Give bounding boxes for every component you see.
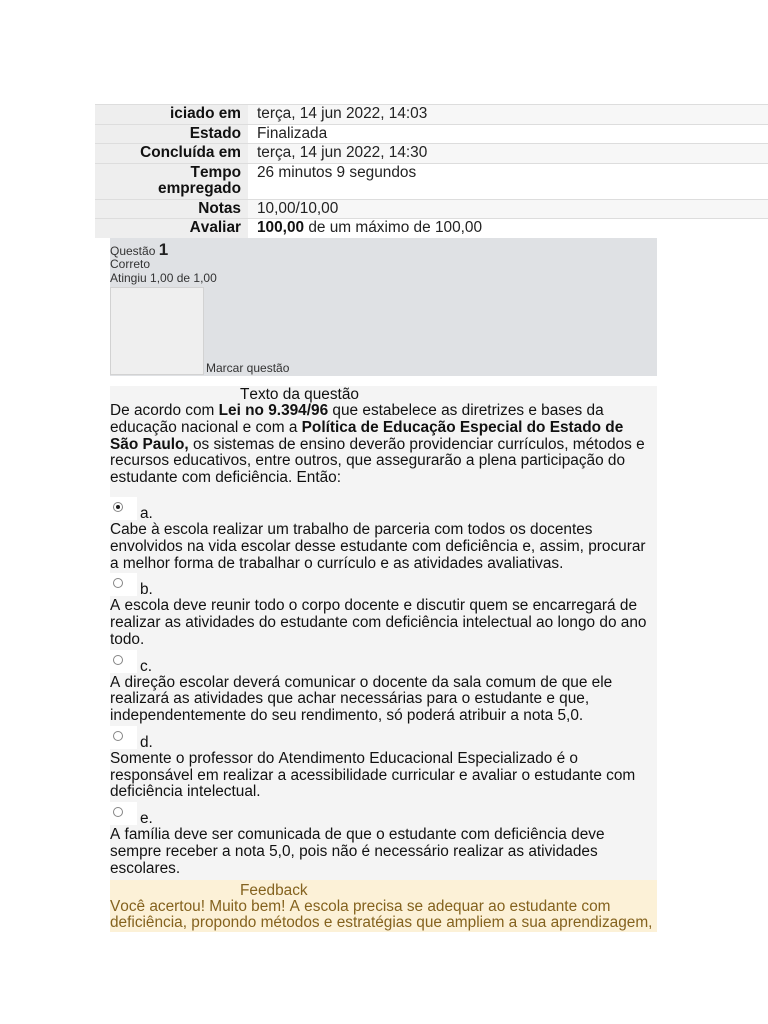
summary-row-time-taken — [95, 163, 768, 199]
question-info-panel — [110, 287, 204, 375]
answer-radio-box[interactable] — [110, 497, 137, 520]
question-text-bold-policy: Política de Educação Especial do Estado de São Paulo, — [110, 418, 624, 453]
summary-row-started — [95, 104, 768, 124]
summary-row-completed — [95, 143, 768, 163]
question-number-label: Questão — [110, 244, 156, 258]
question-text — [110, 403, 657, 487]
summary-label: Notas — [95, 200, 248, 219]
radio-button[interactable] — [113, 731, 123, 741]
answer-letter: a. — [140, 505, 153, 522]
question-feedback — [110, 880, 657, 932]
summary-label: Estado — [95, 125, 248, 144]
grade-score: 100,00 — [257, 219, 305, 236]
summary-value: 26 minutos 9 segundos — [248, 164, 768, 199]
answer-option-d[interactable] — [110, 726, 657, 801]
answer-option-e[interactable] — [110, 802, 657, 877]
summary-row-grade — [95, 218, 768, 238]
question-text-part: que estabelece as diretrizes e bases da educação nacional e com a — [110, 402, 604, 436]
feedback-heading: Feedback — [240, 881, 308, 899]
answer-radio-box[interactable] — [110, 802, 137, 825]
summary-row-state — [95, 124, 768, 144]
summary-label: iciado em — [95, 105, 248, 124]
answer-letter: b. — [140, 581, 153, 599]
answer-radio-box[interactable] — [110, 726, 137, 749]
question-state: Correto — [110, 257, 151, 271]
summary-value: Finalizada — [248, 125, 768, 144]
summary-row-marks — [95, 199, 768, 219]
flag-question-link[interactable]: Marcar questão — [206, 361, 290, 375]
question-text-bold-law: Lei no 9.394/96 — [218, 402, 329, 419]
answer-option-c[interactable] — [110, 650, 657, 725]
grade-max-text: de um máximo de 100,00 — [304, 219, 483, 236]
answer-option-header — [110, 650, 657, 675]
answer-option-a[interactable] — [110, 497, 657, 572]
answer-letter: e. — [140, 810, 153, 827]
question-formulation — [110, 386, 657, 880]
answer-text[interactable]: A escola deve reunir todo o corpo docente e discutir quem se encarregará de realizar as atividades do estudante com deficiência intelectual ao longo do ano todo. — [110, 597, 647, 648]
answer-option-b[interactable] — [110, 573, 657, 648]
answer-option-header — [110, 573, 657, 598]
answer-radio-box[interactable] — [110, 573, 137, 596]
question-number-value: 1 — [158, 240, 169, 259]
answer-option-header — [110, 497, 657, 522]
question-text-heading: Texto da questão — [240, 386, 359, 403]
summary-label: Tempo empregado — [95, 164, 248, 199]
question-info — [110, 238, 657, 376]
answer-text[interactable]: A família deve ser comunicada de que o estudante com deficiência deve sempre receber a nota 5,0, pois não é necessário realizar as atividades escolares. — [110, 826, 605, 877]
radio-button[interactable] — [113, 807, 123, 817]
radio-button[interactable] — [113, 655, 123, 665]
question-text-part: De acordo com — [110, 402, 219, 419]
answer-radio-box[interactable] — [110, 650, 137, 673]
answer-options — [110, 497, 657, 877]
summary-value: terça, 14 jun 2022, 14:03 — [248, 105, 768, 124]
answer-text[interactable]: Cabe à escola realizar um trabalho de parceria com todos os docentes envolvidos na vida escolar desse estudante com deficiência e, assim, procurar a melhor forma de trabalhar o currículo e as atividades avaliativas. — [110, 521, 646, 572]
answer-text[interactable]: Somente o professor do Atendimento Educacional Especializado é o responsável em realizar a acessibilidade curricular e avaliar o estudante com deficiência intelectual. — [110, 749, 636, 801]
answer-text[interactable]: A direção escolar deverá comunicar o docente da sala comum de que ele realizará as atividades que achar necessárias para o estudante e que, independentemente do seu rendimento, só poderá atribuir a nota 5,0. — [110, 673, 613, 724]
question-text-part: os sistemas de ensino deverão providenciar currículos, métodos e recursos educativos, entre outros, que assegurarão a plena participação do estudante com deficiência. Então: — [110, 435, 645, 486]
feedback-text: Você acertou! Muito bem! A escola precisa se adequar ao estudante com deficiência, propondo métodos e estratégias que ampliem a sua aprendizagem, — [110, 897, 653, 932]
answer-letter: c. — [140, 657, 152, 675]
answer-option-header — [110, 726, 657, 751]
question-grade: Atingiu 1,00 de 1,00 — [110, 271, 217, 285]
radio-button[interactable] — [113, 578, 123, 588]
quiz-review-summary — [95, 104, 768, 238]
summary-label: Concluída em — [95, 144, 248, 163]
summary-label: Avaliar — [95, 219, 248, 238]
summary-value: 10,00/10,00 — [248, 200, 768, 219]
radio-button[interactable] — [113, 502, 123, 512]
summary-value: terça, 14 jun 2022, 14:30 — [248, 144, 768, 163]
answer-letter: d. — [140, 733, 153, 751]
summary-value — [248, 219, 768, 238]
answer-option-header — [110, 802, 657, 827]
